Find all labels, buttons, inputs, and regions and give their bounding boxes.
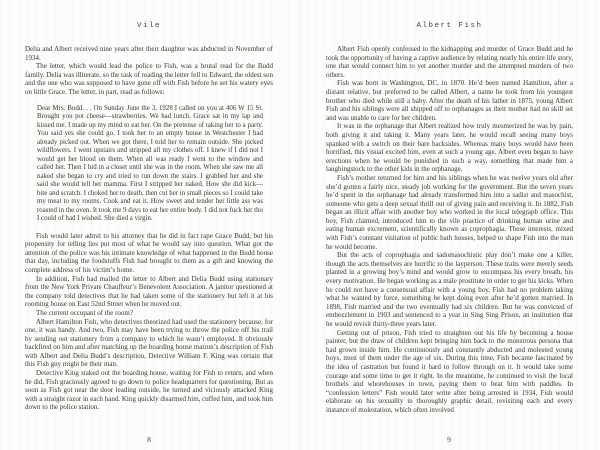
paragraph: Fish would later admit to his attorney that he did in fact rape Grace Budd, but his propensity for telling lies put most of what he would say into question. What got the attention of the police was his intimate knowledge of what happened in the Budd house that day, including the foodstuffs Fish had brought to them as a gift and knowing the complete address of his victim’s home. [25, 231, 273, 274]
page-number-right: 9 [447, 435, 451, 444]
running-head-left: Vile [136, 22, 161, 30]
paragraph: Delia and Albert received nine years after their daughter was abducted in November of 1934. [25, 45, 273, 62]
paragraph: Fish’s mother returned for him and his siblings when he was twelve years old after she’d gotten a fairly nice, steady job working for the government. But the seven years he’d spent in the orphanage had already transformed him into a sadist and masochist, someone who gets a deep sexual thrill out of giving pain and receiving it. In 1882, Fish began an illicit affair with another boy who worked in the local telegraph office. This boy, Fish claimed, introduced him to the vile practice of drinking human urine and eating human excrement, scientifically known as coprophagia. These interests, mixed with Fish’s constant visitation of public bath houses, helped to shape Fish into the man he would become. [326, 173, 573, 251]
right-page [300, 0, 600, 450]
paragraph: Albert Hamilton Fish, who detectives theorized had used the stationery because, for one, it was handy. And two, Fish may have been trying to throw the police off his trail by sending out stationery from a company to which he wasn’t employed. It obviously backfired on him and after matching up the boarding house matron’s description of Fish with Albert and Delia Budd’s description, Detective William F. King was certain that this Fish guy might be their man. [25, 317, 273, 369]
paragraph: In addition, Fish had mailed the letter to Albert and Delia Budd using stationary from the New York Private Chauffeur’s Benevolent Association. A janitor questioned at the company told detectives that he had taken some of the stationery but left it at his rooming house on East 52nd Street when he moved out. [25, 274, 273, 309]
paragraph: Fish was born in Washington, DC, in 1870. He’d been named Hamilton, after a distant relative, but preferred to be called Albert, a name he took from his youngest brother who died while still a baby. After the death of his father in 1875, young Albert Fish and his siblings were all shipped off to orphanages as their mother had no skill set and was unable to care for her children. [326, 79, 573, 122]
paragraph: But the acts of coprophagia and sadomasochistic play don’t make one a killer, though the acts themselves are horrific to the layperson. These traits were merely seeds planted in a growing boy’s mind and would grow to encompass his every breath, his every motivation. He began working as a male prostitute in order to get his kicks. When he could not have a consensual affair with a young boy, Fish had no problem taking what he wanted by force, something he kept doing even after he’d gotten married. In 1898, Fish married and the two eventually had six children. But he was convicted of embezzlement in 1903 and sentenced to a year in Sing Sing Prison, an institution that he would revisit thirty-three years later. [326, 251, 573, 328]
paragraph: Albert Fish openly confessed to the kidnapping and murder of Grace Budd and he took the opportunity of having a captive audience by relating nearly his entire life story, one that would connect him to yet another murder and the attempted murders of two others. [326, 45, 573, 79]
paragraph: It was in the orphanage that Albert realized how truly mesmerized he was by pain, both giving it and taking it. Many years later, he would recall seeing many boys spanked with a switch on their bare backsides. Whereas many boys would have been horrified, this visual excited him, even at such a young age. Albert even began to have erections when he would be punished in such a way, something that made him a laughingstock to the other kids in the orphanage. [326, 122, 573, 174]
paragraph: Detective King staked out the boarding house, waiting for Fish to return, and when he did, Fish graciously agreed to go down to police headquarters for questioning. But as soon as Fish got near the door leading outside, he turned and viciously attacked King with a straight razor in each hand. King quickly disarmed him, cuffed him, and took him down to the police station. [25, 369, 273, 412]
page-number-left: 8 [147, 435, 151, 444]
paragraph: The current occupant of the room? [36, 308, 133, 317]
right-page-body [326, 45, 573, 415]
letter-excerpt: Dear Mrs. Budd. . . On Sunday June the 3, 1928 I called on you at 406 W 15 St. Brought you pot cheese—strawberries. We had lunch. Grace sat in my lap and kissed me. I made up my mind to eat her. On the pretense of taking her to a party. You said yes she could go. I took her to an empty house in Westchester I had already picked out. When we got there, I told her to remain outside. She picked wildflowers. I went upstairs and stripped all my clothes off. I knew if I did not I would get her blood on them. When all was ready I went to the window and called her. Then I hid in a closet until she was in the room. When she saw me all naked she began to cry and tried to run down the stairs. I grabbed her and she said she would tell her mamma. First I stripped her naked. How she did kick—bite and scratch. I choked her to death, then cut her in small pieces so I could take my meat to my rooms. Cook and eat it. How sweet and tender her little ass was roasted in the oven. It took me 9 days to eat her entire body. I did not fuck her tho I could of had I wished. She died a virgin. [37, 104, 263, 223]
left-page-body [25, 45, 273, 412]
paragraph: Getting out of prison, Fish tried to straighten out his life by becoming a house painter, but the draw of children kept bringing him back to the monstrous persona that had grown inside him. He continuously and constantly abducted and molested young boys, most of them under the age of six. During this time, Fish became fascinated by the idea of castration but found it hard to follow through on it. It would take some courage and some time to get it right. In the meantime, he continued to visit the local brothels and whorehouses in town, paying them to beat him with paddles. In “confession letters” Fish would later write after being arrested in 1934, Fish would elaborate on his sexuality in thoroughly graphic detail, revisiting each and every instance of molestation, which often involved [326, 328, 573, 414]
running-head-right: Albert Fish [416, 22, 483, 30]
paragraph: The letter, which would lead the police to Fish, was a brutal read for the Budd family. Delia was illiterate, so the task of reading the letter fell to Edward, the oldest son and the one who was supposed to have gone off with Fish before he set his watery eyes on little Grace. The letter, in part, read as follows: [25, 62, 273, 96]
